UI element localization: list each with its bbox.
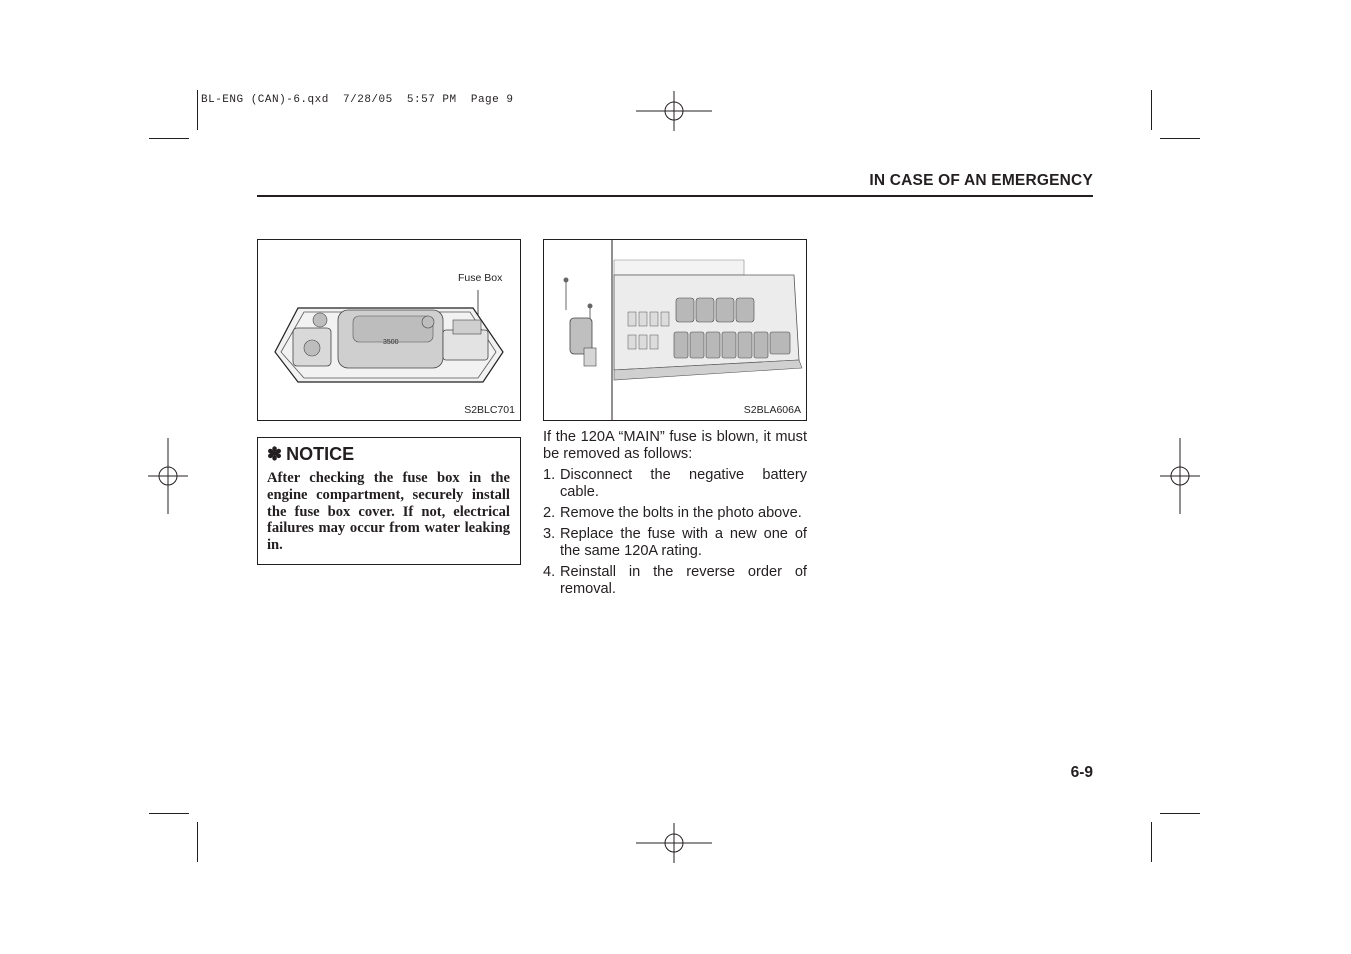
print-slug-line: BL-ENG (CAN)-6.qxd 7/28/05 5:57 PM Page 9 (201, 94, 514, 106)
list-item (543, 505, 807, 522)
fuse-box-illustration (544, 240, 806, 420)
instructions-intro: If the 120A “MAIN” fuse is blown, it must be removed as follows: (543, 429, 807, 462)
figure-code: S2BLA606A (743, 404, 801, 416)
step-text: Replace the fuse with a new one of the same 120A rating. (560, 526, 807, 559)
engine-compartment-figure (257, 239, 521, 421)
notice-text: After checking the fuse box in the engine compartment, securely install the fuse box cover. If not, electrical failures may occur from water leaking in. (267, 470, 510, 554)
list-item (543, 467, 807, 501)
notice-title: NOTICE (286, 444, 355, 464)
step-number: 3. (543, 526, 556, 542)
step-list (543, 467, 807, 598)
asterisk-icon: ✽ (267, 444, 283, 464)
header-rule (257, 195, 1093, 197)
step-number: 2. (543, 505, 556, 521)
list-item (543, 526, 807, 560)
page-number: 6-9 (1070, 764, 1093, 781)
step-text: Remove the bolts in the photo above. (560, 505, 802, 521)
list-item (543, 564, 807, 598)
fuse-box-callout: Fuse Box (458, 272, 503, 284)
instructions (543, 429, 807, 602)
figure-code: S2BLC701 (464, 404, 515, 416)
engine-illustration (258, 240, 520, 420)
engine-badge: 3500 (383, 339, 399, 346)
notice-box (257, 437, 521, 565)
step-text: Disconnect the negative battery cable. (560, 467, 807, 500)
step-text: Reinstall in the reverse order of removal. (560, 564, 807, 597)
notice-heading (267, 444, 510, 465)
step-number: 4. (543, 564, 556, 580)
fuse-box-detail-figure (543, 239, 807, 421)
step-number: 1. (543, 467, 556, 483)
section-title: IN CASE OF AN EMERGENCY (869, 172, 1093, 189)
